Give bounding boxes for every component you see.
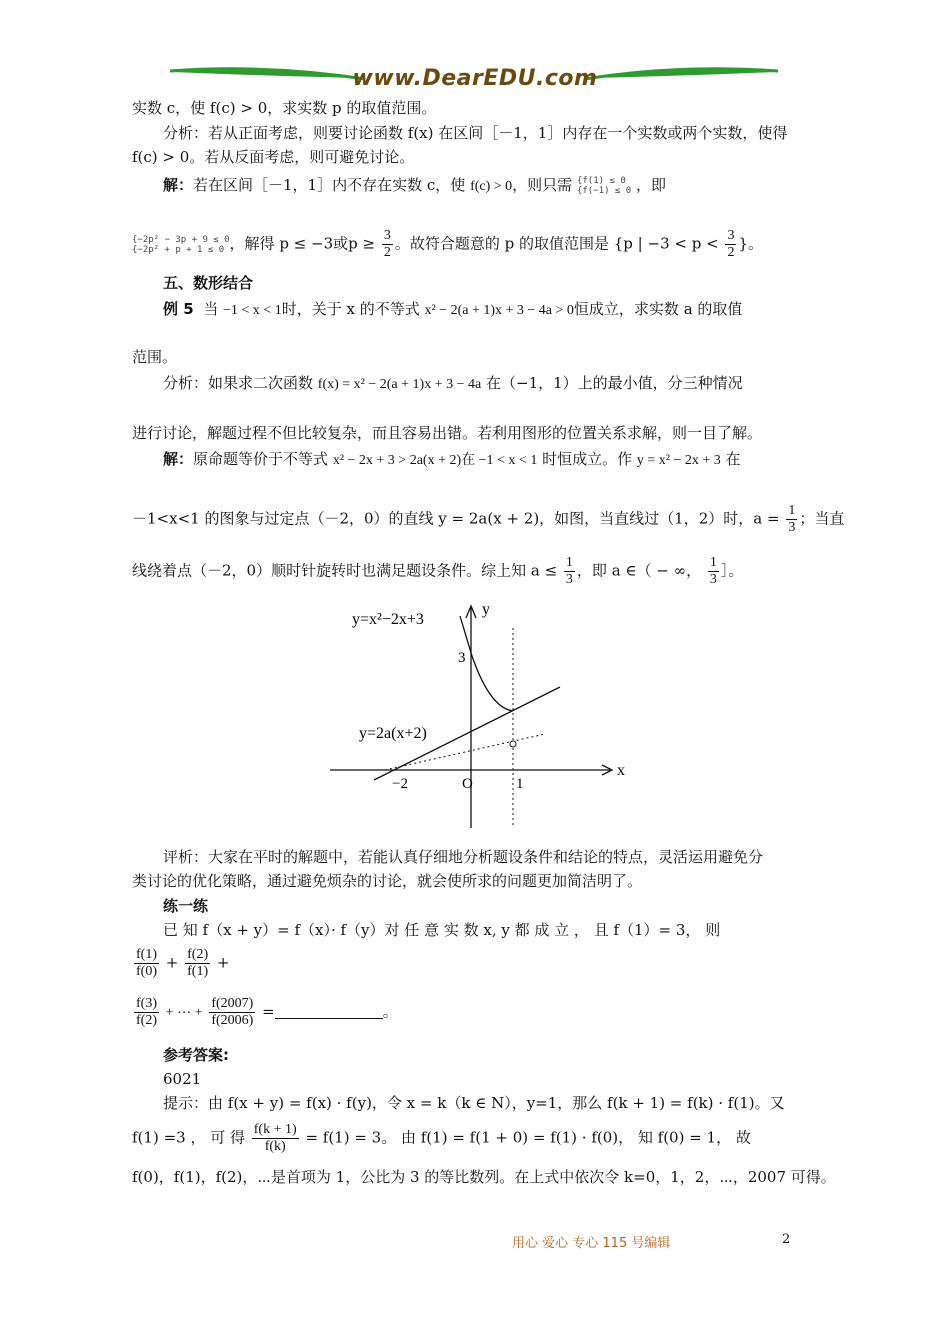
text-line: 范围。 (132, 348, 178, 366)
fraction (564, 555, 575, 588)
denominator: f(1) (187, 964, 209, 979)
hint-line: f(0)，f(1)，f(2)，⋯是首项为 1，公比为 3 的等比数列。在上式中依次令 k=0，1，2，⋯，2007 可得。 (132, 1168, 836, 1186)
text: 当 (203, 300, 219, 318)
denominator: 3 (709, 572, 717, 587)
text: 在 (725, 450, 741, 468)
operator: + (165, 953, 179, 972)
solution-line (132, 555, 822, 588)
tick-label: 1 (516, 776, 524, 792)
label-solution: 解： (163, 176, 194, 194)
math: 在 −1 < x < 1 (461, 453, 538, 468)
text: f(1) =3 ， 可 得 (132, 1128, 245, 1147)
numerator: f(k + 1) (253, 1122, 297, 1137)
text-line: 类讨论的优化策略，通过避免烦杂的讨论，就会使所求的问题更加简洁明了。 (132, 872, 643, 890)
tick-label: −2 (392, 776, 408, 792)
numerator: 1 (788, 503, 796, 518)
section-heading: 五、数形结合 (163, 274, 254, 292)
site-header (170, 62, 780, 96)
text: 恒成立，求实数 a 的取值 (573, 300, 743, 318)
y-axis-label: y (482, 601, 490, 618)
numerator: 3 (727, 228, 735, 243)
text: 分析：如果求二次函数 (163, 374, 314, 392)
answer-blank (275, 1006, 383, 1019)
text-line: 已 知 f（x + y）= f（x）· f（y）对 任 意 实 数 x, y 都 成 立 ， 且 f（1）= 3， 则 (163, 921, 721, 939)
text: ，即 a ∈（ − ∞， (576, 561, 702, 580)
point-marker (510, 741, 516, 747)
denominator: 2 (383, 245, 391, 260)
denominator: f(2006) (211, 1013, 254, 1028)
equation-system: {f(1) ≤ 0 {f(−1) ≤ 0 (576, 176, 632, 196)
text: }。 (738, 234, 763, 253)
page-number: 2 (782, 1232, 791, 1247)
numerator: f(2007) (211, 996, 254, 1011)
eq: −2p² + p + 1 ≤ 0 (137, 244, 225, 255)
site-url[interactable]: www.DearEDU.com (352, 66, 598, 91)
x-axis-label: x (617, 762, 625, 779)
solution-line (132, 228, 822, 261)
operator: + ⋯ + (165, 1005, 203, 1021)
math: f(x) = x² − 2(a + 1)x + 3 − 4a (317, 377, 482, 392)
text: ；当直 (799, 509, 845, 528)
fraction (185, 947, 210, 980)
math: x² − 2x + 3 > 2a(x + 2) (332, 453, 462, 468)
solution-line (163, 448, 823, 472)
text-line: f(c) > 0。若从反面考虑，则可避免讨论。 (132, 148, 415, 166)
footer-text: 用心 爱心 专心 115 号编辑 (512, 1236, 671, 1251)
operator: + (216, 953, 230, 972)
fraction (134, 996, 159, 1029)
label-example: 例 5 (163, 300, 194, 318)
text: 时恒成立。作 (542, 450, 633, 468)
eq: f(−1) ≤ 0 (582, 186, 632, 196)
analysis-line (163, 372, 823, 396)
fraction (725, 228, 736, 261)
text: 。故符合题意的 p 的取值范围是 {p | −3 < p < (394, 234, 719, 253)
numerator: f(1) (136, 947, 157, 962)
eq: f(1) ≤ 0 (582, 176, 626, 186)
text: ，则只需 (512, 176, 573, 194)
eq: −2p² − 3p + 9 ≤ 0 (137, 234, 230, 245)
numerator: f(3) (136, 996, 157, 1011)
text: ，即 (635, 176, 666, 194)
section-heading: 参考答案: (163, 1046, 229, 1064)
text: 在（−1，1）上的最小值，分三种情况 (486, 374, 743, 392)
label-solution: 解： (163, 450, 194, 468)
text: －1<x<1 的图象与过定点（－2，0）的直线 y = 2a(x + 2)，如图，当直线过（1，2）时，a = (132, 509, 780, 528)
solution-line (132, 503, 845, 536)
numerator: 1 (565, 555, 573, 570)
curve-label: y=x²−2x+3 (352, 611, 424, 628)
math: f(c) > 0 (470, 179, 513, 194)
text-line: 评析：大家在平时的解题中，若能认真仔细地分析题设条件和结论的特点，灵活运用避免分 (163, 848, 764, 866)
parabola-curve (460, 616, 513, 711)
text-line: 实数 c，使 f(c) > 0，求实数 p 的取值范围。 (132, 99, 437, 117)
denominator: f(k) (264, 1139, 286, 1154)
equation-system: {−2p² − 3p + 9 ≤ 0 {−2p² + p + 1 ≤ 0 (132, 234, 230, 255)
example-line (163, 298, 823, 322)
denominator: f(0) (136, 964, 157, 979)
numerator: f(2) (187, 947, 209, 962)
practice-expression (132, 947, 822, 980)
math: y = x² − 2x + 3 (636, 453, 721, 468)
text: = f(1) = 3。 由 f(1) = f(1 + 0) = f(1) · f(0)， 知 f(0) = 1， 故 (305, 1128, 751, 1147)
text-line: 分析：若从正面考虑，则要讨论函数 f(x) 在区间［－1，1］内存在一个实数或两个实数，使得 (163, 124, 788, 142)
text: 若在区间［－1，1］内不存在实数 c，使 (193, 176, 466, 194)
denominator: 2 (727, 245, 735, 260)
tick-label: O (462, 776, 473, 792)
numerator: 1 (709, 555, 717, 570)
text: ，解得 p ≤ −3或p ≥ (229, 234, 376, 253)
fraction (708, 555, 719, 588)
section-heading: 练一练 (163, 897, 209, 915)
hint-line (132, 1122, 822, 1155)
denominator: 3 (565, 572, 573, 587)
function-graph (330, 598, 630, 830)
operator: = (262, 1002, 275, 1021)
hint-line: 提示：由 f(x + y) = f(x) · f(y)，令 x = k（k ∈ N），y=1，那么 f(k + 1) = f(k) · f(1)。又 (163, 1094, 785, 1112)
fraction (382, 228, 393, 261)
denominator: 3 (788, 520, 796, 535)
denominator: f(2) (136, 1013, 157, 1028)
text: 。 (382, 1002, 398, 1021)
text: 原命题等价于不等式 (193, 450, 329, 468)
math: −1 < x < 1 (223, 303, 282, 318)
practice-expression (132, 996, 822, 1029)
text-line: 进行讨论，解题过程不但比较复杂，而且容易出错。若利用图形的位置关系求解，则一目了解。 (132, 424, 763, 442)
fraction (786, 503, 797, 536)
fraction (252, 1122, 299, 1155)
text: ］。 (720, 561, 744, 580)
line-label: y=2a(x+2) (359, 725, 427, 742)
text: 时，关于 x 的不等式 (281, 300, 420, 318)
fraction (209, 996, 255, 1029)
text: 线绕着点（－2，0）顺时针旋转时也满足题设条件。综上知 a ≤ (132, 561, 558, 580)
fraction (134, 947, 159, 980)
math: x² − 2(a + 1)x + 3 − 4a > 0 (424, 303, 574, 318)
numerator: 3 (383, 228, 391, 243)
solution-line (163, 174, 823, 198)
tick-label: 3 (458, 650, 466, 666)
answer-value: 6021 (163, 1070, 202, 1088)
